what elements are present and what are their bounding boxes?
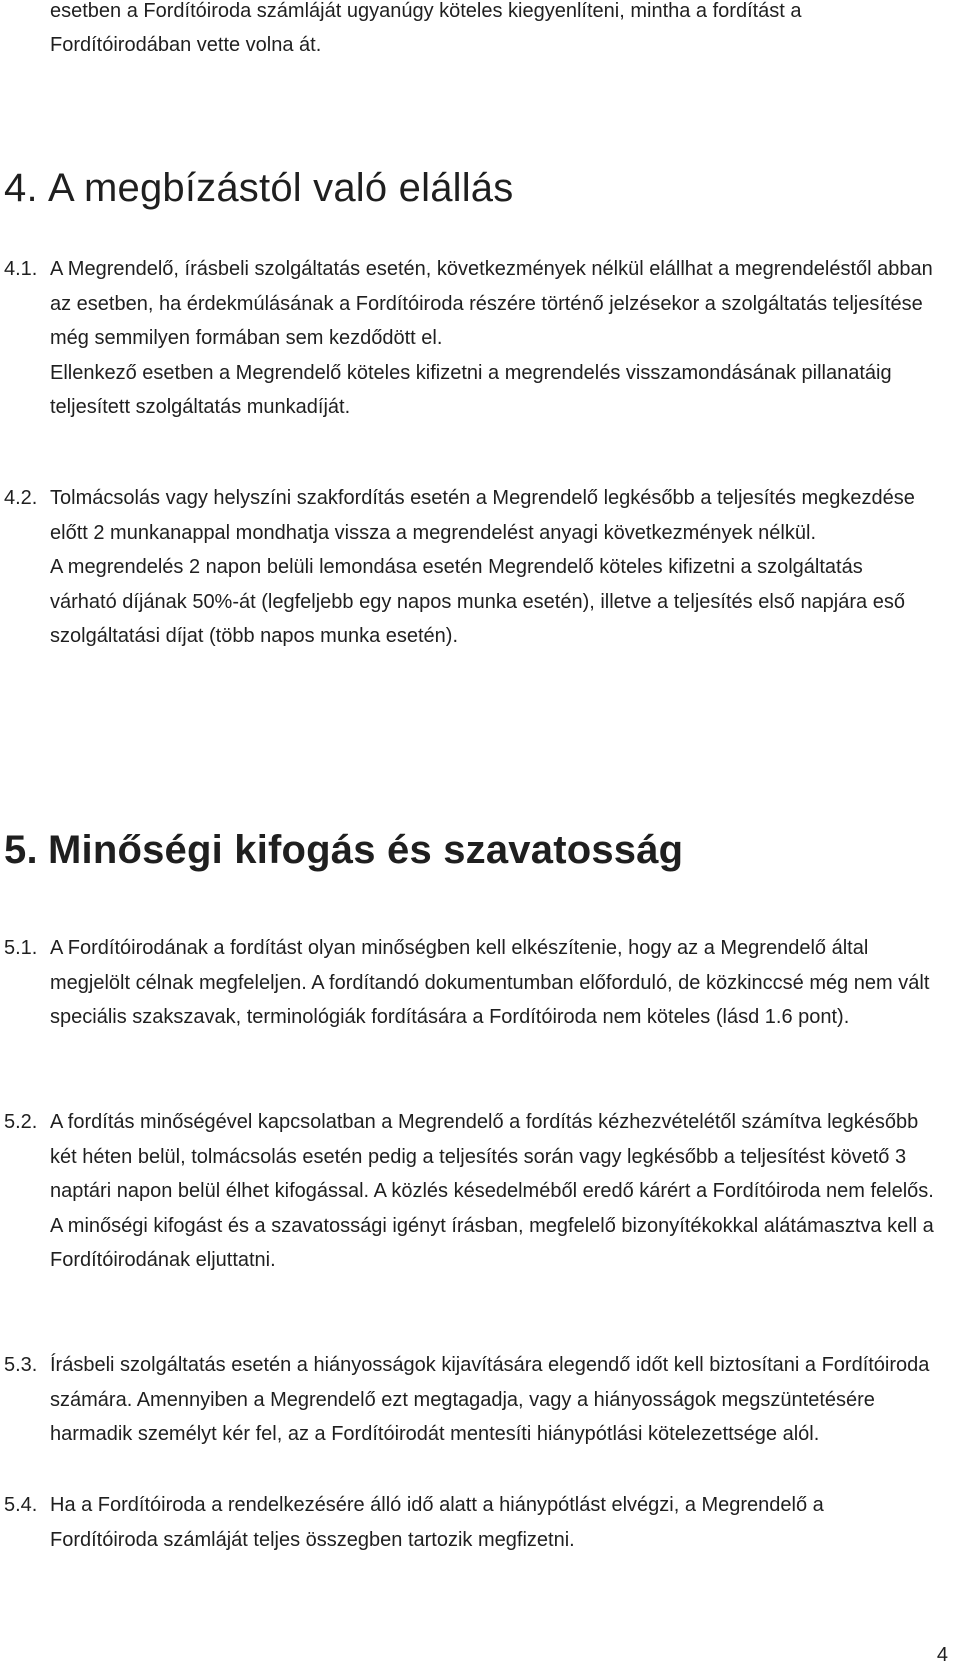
clause-paragraph: Ellenkező esetben a Megrendelő köteles kifizetni a megrendelés visszamondásának pillanatáig teljesített szolgáltatás munkadíját. <box>50 361 892 418</box>
clause-number: 5.4. <box>4 1494 38 1516</box>
clause-number: 5.3. <box>4 1354 38 1376</box>
intro-paragraph: esetben a Fordítóiroda számláját ugyanúgy köteles kiegyenlíteni, mintha a fordítást a Fordítóirodában vette volna át. <box>50 0 802 56</box>
page-number: 4 <box>936 1644 948 1666</box>
clause-5-3 <box>4 1348 934 1452</box>
clause-5-2 <box>4 1105 934 1278</box>
clause-4-2 <box>4 481 934 654</box>
section-number: 4. <box>4 166 38 210</box>
section-title: Minőségi kifogás és szavatosság <box>48 828 684 872</box>
clause-paragraph: A Fordítóirodának a fordítást olyan minőségben kell elkészítenie, hogy az a Megrendelő által megjelölt célnak megfeleljen. A fordítandó dokumentumban előforduló, de közkinccsé még nem vált speciális szakszavak, terminológiák fordítására a Fordítóiroda nem köteles (lásd 1.6 pont). <box>50 937 930 1028</box>
section-heading-4 <box>4 164 513 212</box>
clause-number: 4.2. <box>4 487 38 509</box>
clause-5-4 <box>4 1488 934 1557</box>
clause-4-1 <box>4 252 934 425</box>
section-number: 5. <box>4 828 38 872</box>
section-title: A megbízástól való elállás <box>48 166 514 210</box>
clause-paragraph: A minőségi kifogást és a szavatossági igényt írásban, megfelelő bizonyítékokkal alátámasztva kell a Fordítóirodának eljuttatni. <box>50 1214 934 1271</box>
section-heading-5 <box>4 826 683 874</box>
clause-paragraph: A fordítás minőségével kapcsolatban a Megrendelő a fordítás kézhezvételétől számítva legkésőbb két héten belül, tolmácsolás esetén pedig a teljesítés során vagy legkésőbb a teljesítést követő 3 naptári napon belül élhet kifogással. A közlés késedelméből eredő kárért a Fordítóiroda nem felelős. <box>50 1111 934 1202</box>
clause-number: 5.2. <box>4 1111 38 1133</box>
clause-paragraph: Ha a Fordítóiroda a rendelkezésére álló idő alatt a hiánypótlást elvégzi, a Megrendelő a Fordítóiroda számláját teljes összegben tartozik megfizetni. <box>50 1494 824 1551</box>
clause-paragraph: A Megrendelő, írásbeli szolgáltatás esetén, következmények nélkül elállhat a megrendeléstől abban az esetben, ha érdekmúlásának a Fordítóiroda részére történő jelzésekor a szolgáltatás teljesítése még semmilyen formában sem kezdődött el. <box>50 258 933 349</box>
clause-paragraph: Írásbeli szolgáltatás esetén a hiányosságok kijavítására elegendő időt kell biztosítani a Fordítóiroda számára. Amennyiben a Megrendelő ezt megtagadja, vagy a hiányosságok megszüntetésére harmadik személyt kér fel, az a Fordítóirodát mentesíti hiánypótlási kötelezettsége alól. <box>50 1354 930 1445</box>
clause-5-1 <box>4 931 934 1035</box>
clause-paragraph: A megrendelés 2 napon belüli lemondása esetén Megrendelő köteles kifizetni a szolgáltatás várható díjának 50%-át (legfeljebb egy napos munka esetén), illetve a teljesítés első napjára eső szolgáltatási díjat (több napos munka esetén). <box>50 556 905 647</box>
clause-number: 4.1. <box>4 258 38 280</box>
clause-paragraph: Tolmácsolás vagy helyszíni szakfordítás esetén a Megrendelő legkésőbb a teljesítés megkezdése előtt 2 munkanappal mondhatja vissza a megrendelést anyagi következmények nélkül. <box>50 487 915 544</box>
clause-number: 5.1. <box>4 937 38 959</box>
